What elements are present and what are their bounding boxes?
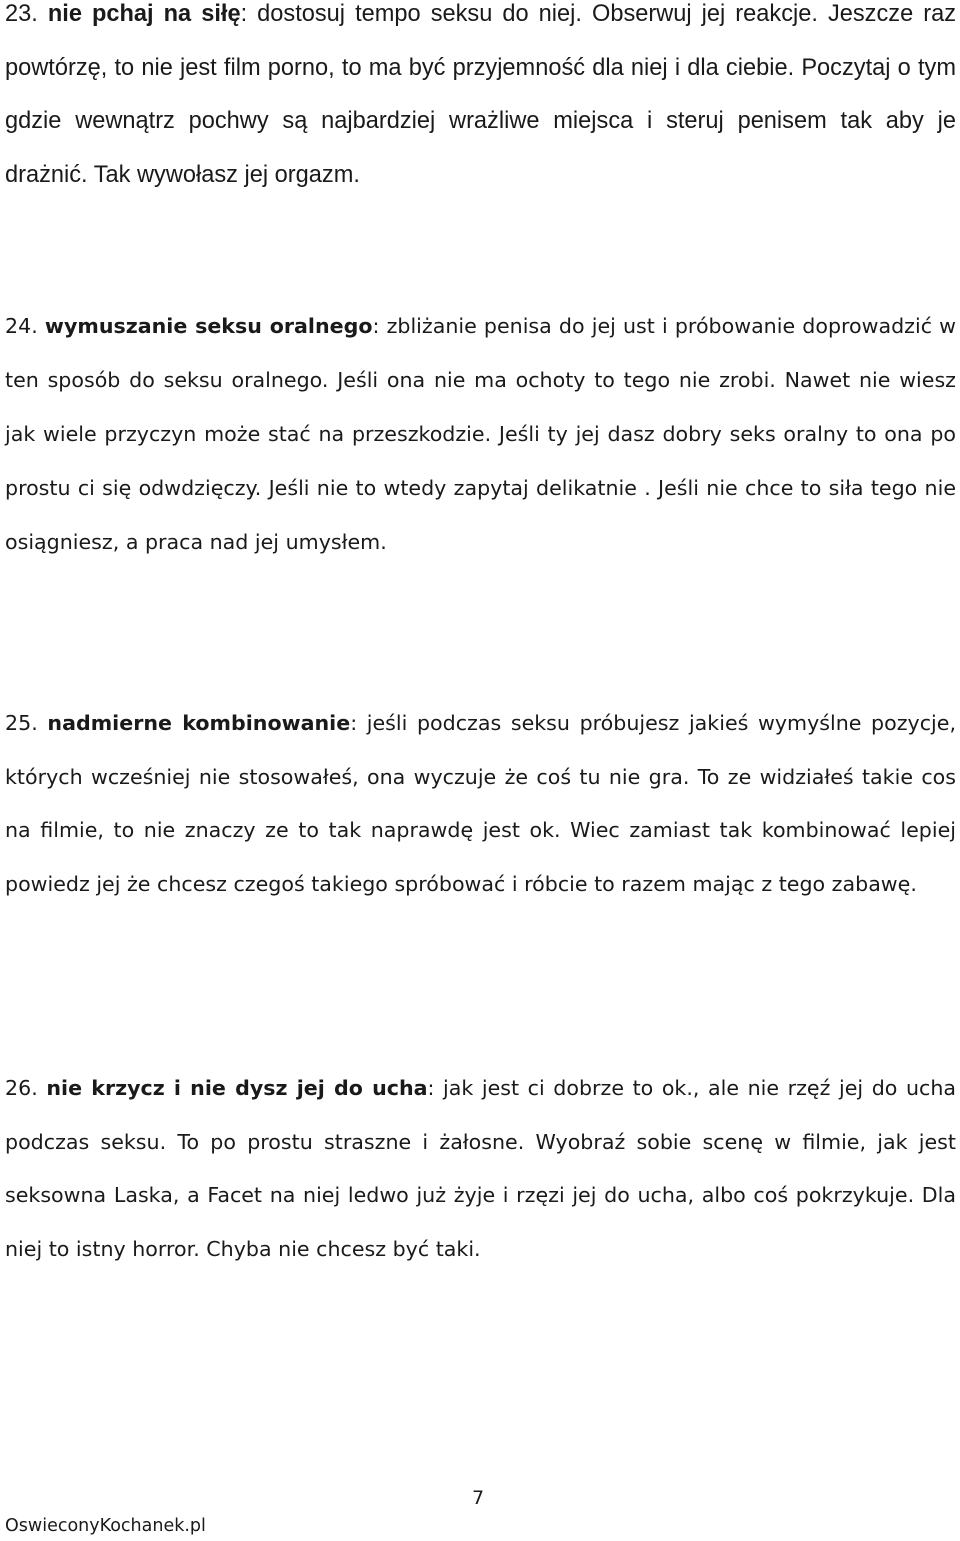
list-item-25 bbox=[5, 697, 956, 912]
item-heading: nie krzycz i nie dysz jej do ucha bbox=[46, 1076, 428, 1100]
item-heading: nadmierne kombinowanie bbox=[47, 711, 351, 735]
page-number: 7 bbox=[472, 1487, 485, 1509]
item-body: : jak jest ci dobrze to ok., ale nie rzęź jej do ucha podczas seksu. To po prostu straszne i żałosne. Wyobraź sobie scenę w filmie, jak jest seksowna Laska, a Facet na niej ledwo już żyje i rzęzi jej do ucha, albo coś pokrzykuje. Dla niej to istny horror. Chyba nie chcesz być taki. bbox=[5, 1076, 956, 1261]
list-item-26 bbox=[5, 1062, 956, 1276]
item-body: : dostosuj tempo seksu do niej. Obserwuj jej reakcje. Jeszcze raz powtórzę, to nie jest film porno, to ma być przyjemność dla niej i dla ciebie. Poczytaj o tym gdzie wewnątrz pochwy są najbardziej wrażliwe miejsca i steruj penisem tak aby je drażnić. Tak wywołasz jej orgazm. bbox=[5, 1, 957, 188]
item-body: : jeśli podczas seksu próbujesz jakieś wymyślne pozycje, których wcześniej nie stosowałeś, ona wyczuje że coś tu nie gra. To ze widziałeś takie cos na filmie, to nie znaczy ze to tak naprawdę jest ok. Wiec zamiast tak kombinować lepiej powiedz jej że chcesz czegoś takiego spróbować i róbcie to razem mając z tego zabawę. bbox=[5, 711, 956, 897]
item-number: 26. bbox=[5, 1076, 38, 1100]
item-body: : zbliżanie penisa do jej ust i próbowanie doprowadzić w ten sposób do seksu oralnego. Jeśli ona nie ma ochoty to tego nie zrobi. Nawet nie wiesz jak wiele przyczyn może stać na przeszkodzie. Jeśli ty jej dasz dobry seks oralny to ona po prostu ci się odwdzięczy. Jeśli nie to wtedy zapytaj delikatnie . Jeśli nie chce to siła tego nie osiągniesz, a praca nad jej umysłem. bbox=[5, 314, 957, 554]
item-number: 25. bbox=[5, 711, 38, 735]
footer-site-name: OswieconyKochanek.pl bbox=[5, 1516, 206, 1536]
item-number: 24. bbox=[5, 314, 38, 338]
list-item-24 bbox=[5, 299, 956, 569]
item-heading: wymuszanie seksu oralnego bbox=[44, 314, 373, 338]
item-number: 23. bbox=[5, 1, 38, 27]
list-item-23 bbox=[5, 0, 956, 202]
item-heading: nie pchaj na siłę bbox=[47, 1, 241, 27]
